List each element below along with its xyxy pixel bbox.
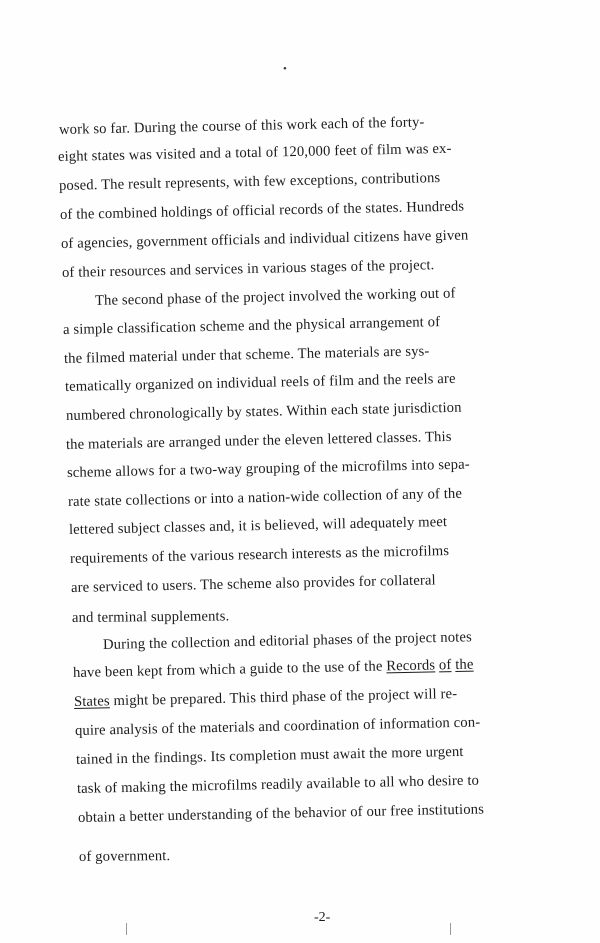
text-line: During the collection and editorial phases of the project notes bbox=[102, 629, 473, 653]
underlined-title-word: the bbox=[455, 656, 474, 673]
text-line: scheme allows for a two-way grouping of the microfilms into sepa- bbox=[66, 456, 470, 481]
text-line: numbered chronologically by states. Within each state jurisdiction bbox=[65, 399, 462, 424]
text-line: and terminal supplements. bbox=[71, 608, 230, 626]
text-line: a simple classification scheme and the physical arrangement of bbox=[62, 314, 441, 338]
underlined-title-word: States bbox=[73, 693, 110, 710]
scan-smudge-mark: • bbox=[283, 63, 287, 75]
text-line: lettered subject classes and, it is believed, will adequately meet bbox=[68, 514, 448, 538]
text-line: the filmed material under that scheme. The materials are sys- bbox=[63, 343, 430, 367]
text-line: are serviced to users. The scheme also provides for collateral bbox=[70, 572, 436, 596]
text-line: of the combined holdings of official records of the states. Hundreds bbox=[59, 198, 465, 223]
text-line: obtain a better understanding of the behavior of our free institutions bbox=[77, 801, 485, 826]
text-line: of their resources and services in various stages of the project. bbox=[61, 257, 435, 281]
text-line: eight states was visited and a total of 120,000 feet of film was ex- bbox=[57, 140, 452, 165]
text-line: The second phase of the project involved the working out of bbox=[94, 285, 456, 309]
text-span: have been kept from which a guide to the use of the bbox=[72, 658, 387, 681]
text-line: tained in the findings. Its completion must await the more urgent bbox=[75, 743, 464, 768]
text-line: rate state collections or into a nation-wide collection of any of the bbox=[67, 485, 463, 510]
text-line: work so far. During the course of this work each of the forty- bbox=[58, 114, 425, 138]
text-line: requirements of the various research interests as the microfilms bbox=[69, 543, 450, 567]
scan-edge-mark bbox=[126, 923, 127, 935]
underlined-title-word: of bbox=[438, 657, 452, 674]
text-span: might be prepared. This third phase of the project will re- bbox=[109, 685, 458, 710]
text-line: the materials are arranged under the eleven lettered classes. This bbox=[65, 428, 452, 453]
text-line bbox=[73, 656, 474, 682]
text-line: of government. bbox=[78, 848, 171, 865]
text-line bbox=[74, 685, 458, 711]
text-line: of agencies, government officials and individual citizens have given bbox=[60, 227, 469, 252]
text-line: posed. The result represents, with few exceptions, contributions bbox=[58, 170, 441, 194]
underlined-title-word: Records bbox=[386, 657, 436, 675]
text-line: quire analysis of the materials and coordination of information con- bbox=[74, 714, 481, 739]
scan-edge-mark bbox=[450, 923, 451, 935]
page-number: -2- bbox=[314, 910, 331, 925]
text-line: task of making the microfilms readily available to all who desire to bbox=[76, 772, 480, 797]
text-line: tematically organized on individual reels of film and the reels are bbox=[64, 370, 456, 395]
